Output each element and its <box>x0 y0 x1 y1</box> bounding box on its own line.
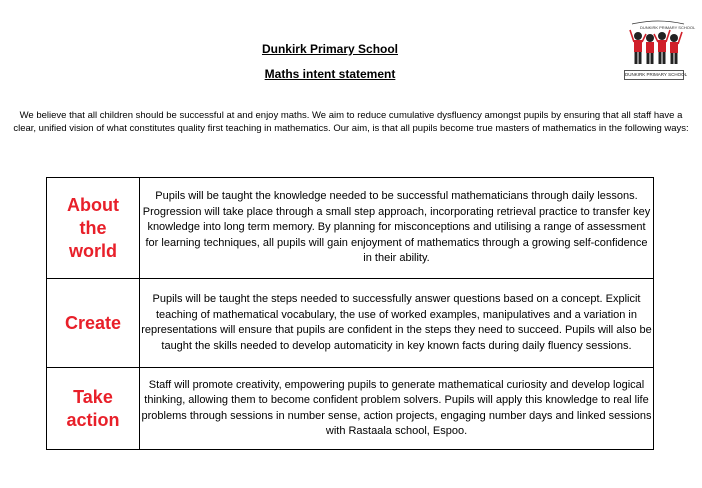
strand-description: Pupils will be taught the knowledge needed to be successful mathematicians through daily lessons. Progression will take place through a small step approach, incorporating retrieval practice to transfer key knowledge into long term memory. By planning for misconceptions and utilising a range of assessment for learning techniques, all pupils will gain enjoyment of mathematics through a growing self-confidence in their ability. <box>140 178 654 279</box>
table-row <box>47 279 654 368</box>
intent-strands-table <box>46 177 654 450</box>
strand-label: Create <box>47 279 140 368</box>
strand-description: Pupils will be taught the steps needed to successfully answer questions based on a concept. Explicit teaching of mathematical vocabulary, the use of worked examples, manipulatives and a variation in representations will ensure that pupils are confident in the steps they need to succeed. Pupils will also be taught the skills needed to develop automaticity in key known facts during daily fluency sessions. <box>140 279 654 368</box>
intro-paragraph: We believe that all children should be successful at and enjoy maths. We aim to reduce cumulative dysfluency amongst pupils by ensuring that all staff have a clear, unified vision of what constitutes quality first teaching in mathematics. Our aim, is that all pupils become true masters of mathematics in the following ways: <box>13 110 689 134</box>
strand-label: Take action <box>47 368 140 450</box>
strand-label: About the world <box>47 178 140 279</box>
school-name: Dunkirk Primary School <box>261 42 399 56</box>
strand-description: Staff will promote creativity, empowering pupils to generate mathematical curiosity and develop logical thinking, allowing them to become confident problem solvers. Pupils will apply this knowledge to real life problems through sessions in number sense, action projects, engaging number days and linked sessions with Rastaala school, Espoo. <box>140 368 654 450</box>
school-logo <box>618 16 696 84</box>
document-title: Maths intent statement <box>264 67 396 81</box>
logo-banner-text: DUNKIRK PRIMARY SCHOOL <box>640 25 696 30</box>
table-row <box>47 178 654 279</box>
table-row <box>47 368 654 450</box>
logo-caption: DUNKIRK PRIMARY SCHOOL <box>624 70 684 80</box>
